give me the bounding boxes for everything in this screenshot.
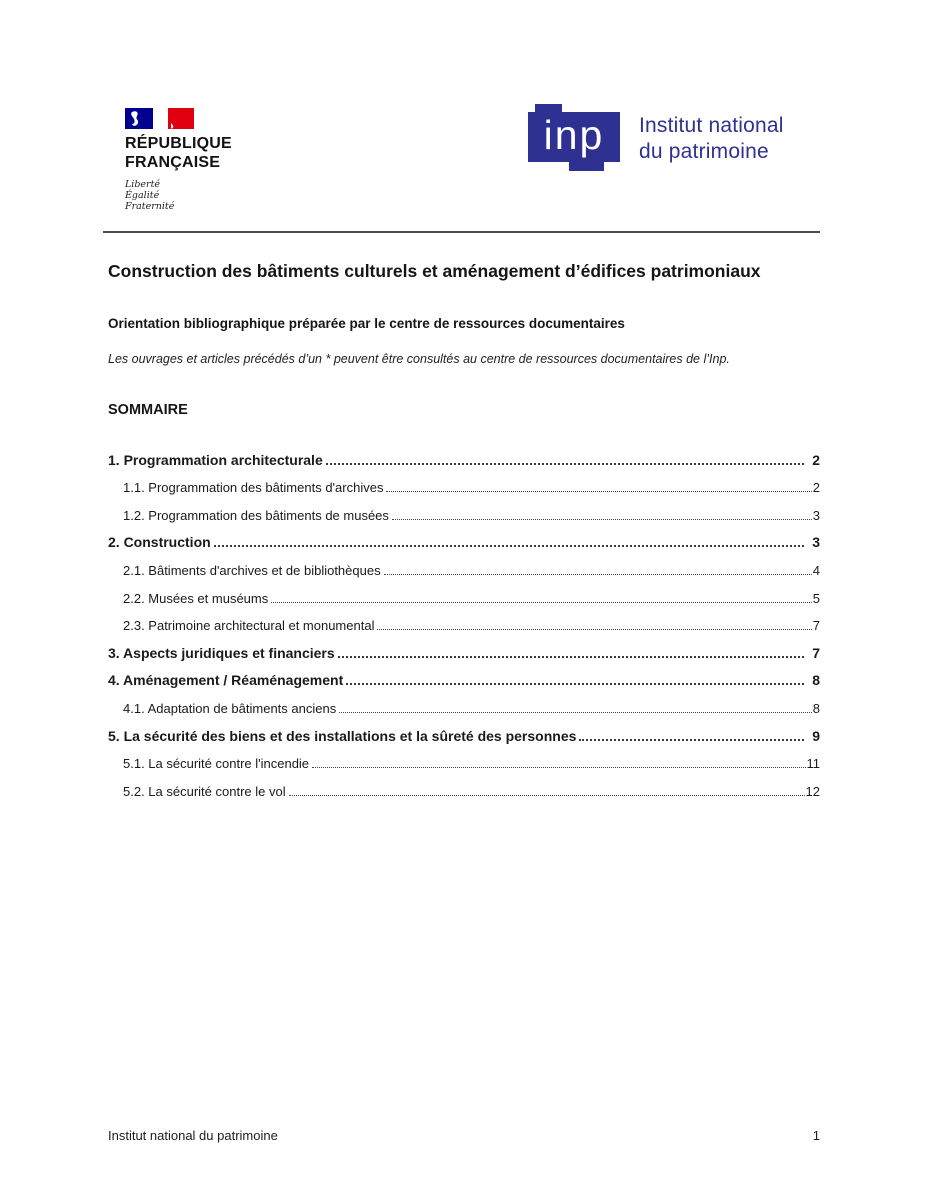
toc-entry[interactable] [108, 440, 820, 468]
table-of-contents [108, 440, 820, 799]
toc-entry-page-number: 3 [812, 507, 820, 523]
toc-leader-dots [312, 767, 805, 768]
toc-entry-page-number: 11 [806, 756, 820, 772]
availability-note: Les ouvrages et articles précédés d’un * peuvent être consultés au centre de ressources documentaires de l’Inp. [108, 352, 730, 366]
toc-leader-dots [392, 519, 812, 520]
toc-entry[interactable] [108, 688, 820, 716]
inp-logo [528, 104, 784, 172]
toc-leader-dots [326, 463, 804, 465]
rf-name [125, 134, 232, 172]
toc-leader-dots [384, 574, 812, 575]
toc-entry-label: 2.2. Musées et muséums [123, 590, 269, 606]
toc-entry-page-number: 2 [812, 451, 820, 468]
inp-name-line1: Institut national [639, 114, 784, 137]
toc-entry-page-number: 7 [812, 618, 820, 634]
header-divider [103, 231, 820, 233]
toc-entry-page-number: 12 [805, 783, 820, 799]
inp-logo-mark [528, 104, 620, 172]
toc-entry-label: 2.1. Bâtiments d'archives et de bibliothèques [123, 562, 381, 578]
toc-leader-dots [271, 602, 812, 603]
inp-name-line2: du patrimoine [639, 140, 769, 163]
toc-entry-label: 5. La sécurité des biens et des installations et la sûreté des personnes [108, 727, 577, 744]
inp-acronym: inp [543, 112, 605, 158]
toc-entry-page-number: 4 [812, 562, 820, 578]
toc-entry[interactable] [108, 716, 820, 744]
toc-entry-label: 1.1. Programmation des bâtiments d'archives [123, 480, 384, 496]
toc-leader-dots [214, 545, 805, 547]
toc-entry-label: 4. Aménagement / Réaménagement [108, 672, 344, 689]
toc-leader-dots [579, 739, 804, 741]
toc-entry-label: 4.1. Adaptation de bâtiments anciens [123, 700, 337, 716]
rf-name-line2: FRANÇAISE [125, 154, 221, 171]
inp-name [639, 104, 784, 172]
rf-motto-line1: Liberté [125, 179, 161, 190]
toc-leader-dots [339, 712, 812, 713]
french-flag-icon [125, 108, 197, 130]
footer-institution: Institut national du patrimoine [108, 1128, 278, 1143]
toc-entry-page-number: 5 [812, 590, 820, 606]
toc-entry-page-number: 3 [812, 534, 820, 551]
page-subtitle: Orientation bibliographique préparée par le centre de ressources documentaires [108, 316, 625, 331]
toc-leader-dots [289, 795, 805, 796]
republique-francaise-logo [125, 108, 232, 212]
toc-entry[interactable] [108, 744, 820, 772]
toc-entry[interactable] [108, 606, 820, 634]
toc-leader-dots [377, 629, 811, 630]
toc-entry[interactable] [108, 550, 820, 578]
toc-entry-label: 2. Construction [108, 534, 211, 551]
toc-entry-label: 5.2. La sécurité contre le vol [123, 783, 286, 799]
toc-entry[interactable] [108, 523, 820, 551]
rf-motto [125, 179, 232, 212]
toc-entry-page-number: 9 [812, 727, 820, 744]
toc-leader-dots [386, 491, 811, 492]
toc-entry[interactable] [108, 633, 820, 661]
rf-motto-line3: Fraternité [125, 201, 175, 212]
toc-entry[interactable] [108, 661, 820, 689]
toc-entry-label: 1.2. Programmation des bâtiments de musées [123, 507, 389, 523]
toc-entry-page-number: 8 [812, 700, 820, 716]
toc-entry-label: 2.3. Patrimoine architectural et monumental [123, 618, 375, 634]
toc-entry[interactable] [108, 578, 820, 606]
toc-entry-label: 3. Aspects juridiques et financiers [108, 644, 335, 661]
footer-page-number: 1 [812, 1128, 820, 1143]
toc-entry-page-number: 7 [812, 644, 820, 661]
rf-motto-line2: Égalité [125, 190, 160, 201]
toc-leader-dots [346, 683, 804, 685]
toc-entry[interactable] [108, 495, 820, 523]
toc-entry-label: 5.1. La sécurité contre l'incendie [123, 756, 310, 772]
toc-entry-page-number: 8 [812, 672, 820, 689]
toc-entry-label: 1. Programmation architecturale [108, 451, 323, 468]
rf-name-line1: RÉPUBLIQUE [125, 135, 232, 152]
page-title: Construction des bâtiments culturels et aménagement d’édifices patrimoniaux [108, 261, 761, 281]
toc-entry[interactable] [108, 771, 820, 799]
toc-heading: SOMMAIRE [108, 402, 188, 418]
toc-entry-page-number: 2 [812, 480, 820, 496]
toc-entry[interactable] [108, 468, 820, 496]
toc-leader-dots [338, 656, 805, 658]
